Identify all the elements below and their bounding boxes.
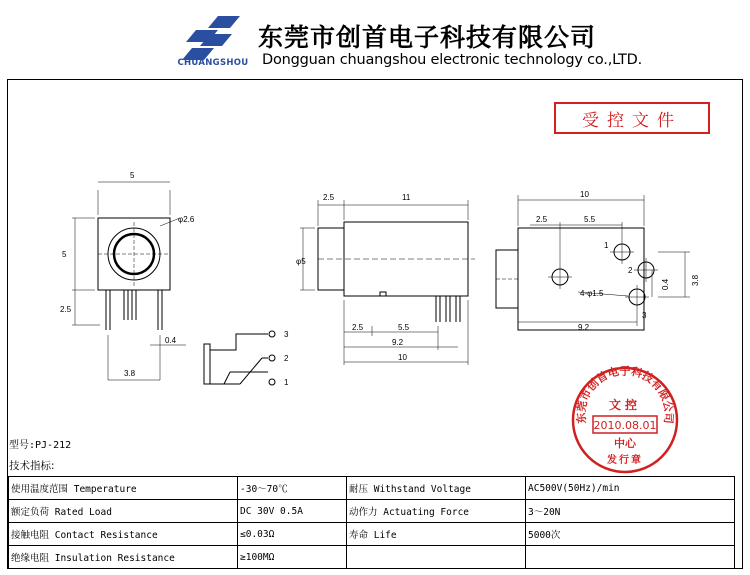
spec-value: ≥100MΩ	[238, 546, 347, 569]
spec-label: 使用温度范围 Temperature	[9, 477, 238, 500]
seal-bottom: 发行章	[607, 455, 643, 466]
pcb-pin-2: 2	[628, 266, 633, 275]
dim-pcb-c: 0.4	[661, 278, 670, 290]
spec-value: 3～20N	[526, 500, 735, 523]
dim-front-pin: 2.5	[60, 305, 72, 314]
spec-value	[526, 546, 735, 569]
pin-label-3: 3	[284, 330, 289, 339]
spec-label: 寿命 Life	[347, 523, 526, 546]
pin-label-2: 2	[284, 354, 289, 363]
spec-label: 绝缘电阻 Insulation Resistance	[9, 546, 238, 569]
table-row	[9, 477, 735, 500]
controlled-document-label: 受控文件	[554, 102, 710, 134]
dim-pcb-b: 5.5	[584, 215, 596, 224]
dim-side-b4: 10	[398, 353, 407, 362]
spec-value: -30～70℃	[238, 477, 347, 500]
table-row	[9, 500, 735, 523]
spec-label	[347, 546, 526, 569]
brand-name: CHUANGSHOU	[177, 58, 249, 68]
dim-pcb-hole: 4-φ1.5	[580, 289, 604, 298]
dim-front-b: 3.8	[124, 369, 136, 378]
dim-pcb-d: 3.8	[691, 274, 700, 286]
model-number: 型号:PJ-212	[9, 440, 72, 451]
table-row	[9, 523, 735, 546]
dim-side-b3: 9.2	[392, 338, 404, 347]
spec-label: 额定负荷 Rated Load	[9, 500, 238, 523]
dim-front-height: 5	[62, 250, 67, 259]
company-seal	[570, 365, 680, 475]
pcb-pin-1: 1	[604, 241, 609, 250]
company-name-cn: 东莞市创首电子科技有限公司	[258, 23, 597, 52]
pcb-pin-3: 3	[642, 311, 647, 320]
seal-date: 2010.08.01	[593, 419, 657, 432]
seal-center: 中心	[614, 437, 636, 450]
spec-value: ≤0.03Ω	[238, 523, 347, 546]
spec-label: 耐压 Withstand Voltage	[347, 477, 526, 500]
pin-label-1: 1	[284, 378, 289, 387]
dim-side-b2: 5.5	[398, 323, 410, 332]
dim-front-p: 0.4	[165, 336, 177, 345]
dim-side-len: 11	[402, 193, 411, 202]
dim-side-b1: 2.5	[352, 323, 364, 332]
table-row	[9, 546, 735, 569]
spec-value: DC 30V 0.5A	[238, 500, 347, 523]
dim-front-dia: φ2.6	[178, 215, 195, 224]
spec-label: 动作力 Actuating Force	[347, 500, 526, 523]
dim-side-a: 2.5	[323, 193, 335, 202]
specs-title: 技术指标:	[9, 460, 55, 472]
dim-pcb-a: 2.5	[536, 215, 548, 224]
company-name-en: Dongguan chuangshou electronic technology co.,LTD.	[262, 52, 643, 68]
dim-front-width: 5	[130, 171, 135, 180]
specs-table	[8, 476, 735, 569]
dim-pcb-top: 10	[580, 190, 589, 199]
spec-value: 5000次	[526, 523, 735, 546]
spec-label: 接触电阻 Contact Resistance	[9, 523, 238, 546]
dim-side-h: φ5	[296, 257, 306, 266]
dim-pcb-e: 9.2	[578, 323, 590, 332]
seal-ring-text: 东莞市创首电子科技有限公司	[574, 365, 676, 425]
spec-value: AC500V(50Hz)/min	[526, 477, 735, 500]
seal-title: 文控	[608, 398, 642, 412]
